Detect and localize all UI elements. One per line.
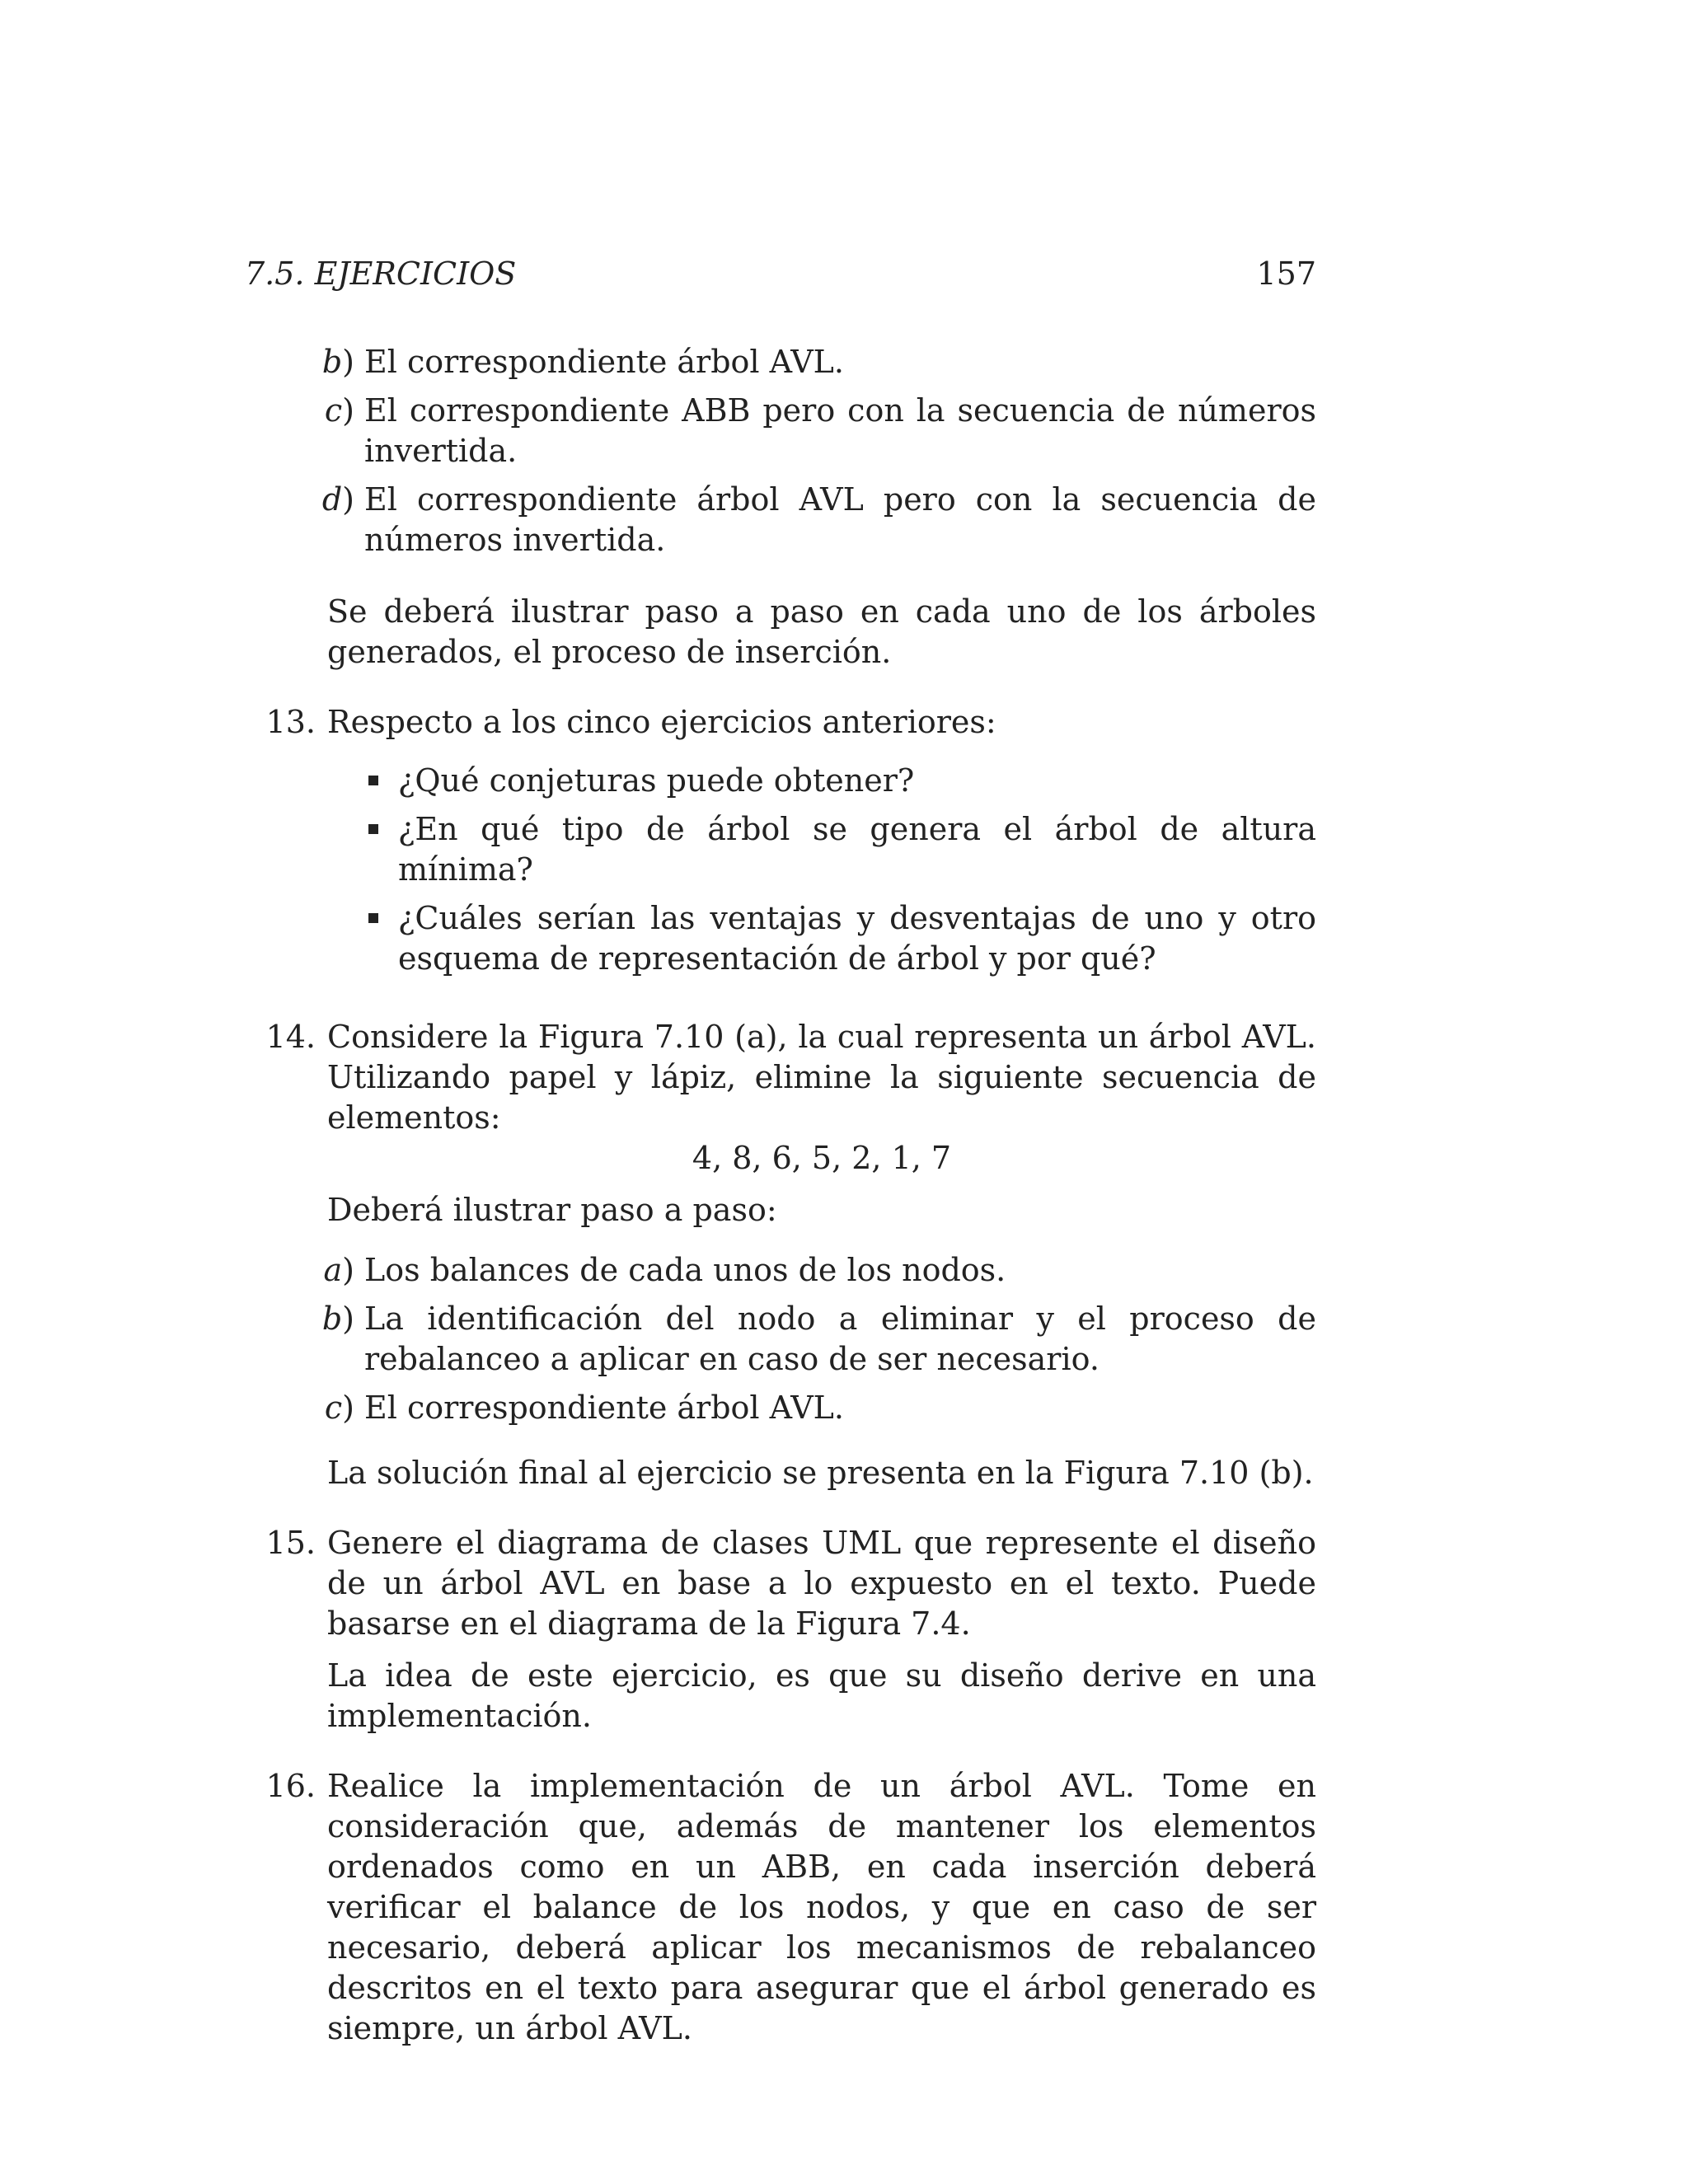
list-item-b: b) La identificación del nodo a eliminar y el proceso de rebalanceo a aplicar en caso de ser necesario. <box>315 1299 1316 1380</box>
page-number: 157 <box>1256 255 1316 292</box>
list-item-c: c) El correspondiente árbol AVL. <box>315 1388 1316 1428</box>
list-item-text: El correspondiente árbol AVL. <box>364 1390 844 1426</box>
instruction-text: Deberá ilustrar paso a paso: <box>327 1192 777 1228</box>
list-item-text: La identificación del nodo a eliminar y el proceso de rebalanceo a aplicar en caso de ser necesario. <box>364 1301 1316 1377</box>
list-item-text: El correspondiente árbol AVL. <box>364 344 844 380</box>
bullet-item <box>360 898 1316 979</box>
bullet-text: ¿Cuáles serían las ventajas y desventajas de uno y otro esquema de representación de árbol y por qué? <box>398 900 1316 977</box>
list-marker: c <box>324 1390 343 1426</box>
exercise-text: Respecto a los cinco ejercicios anteriores: <box>327 704 996 740</box>
square-bullet-icon <box>368 824 378 834</box>
list-item-a: a) Los balances de cada unos de los nodos. <box>315 1250 1316 1291</box>
list-item-text: El correspondiente árbol AVL pero con la secuencia de números invertida. <box>364 481 1316 558</box>
bullet-text: ¿Qué conjeturas puede obtener? <box>398 762 915 799</box>
list-marker: c <box>324 392 343 429</box>
exercise-number: 16. <box>265 1768 316 1804</box>
page-body <box>245 342 1316 2049</box>
list-item-c: c) El correspondiente ABB pero con la secuencia de números invertida. <box>315 391 1316 471</box>
solution-text: La solución final al ejercicio se presenta en la Figura 7.10 (b). <box>327 1455 1314 1491</box>
list-item-text: Los balances de cada unos de los nodos. <box>364 1252 1006 1288</box>
bullet-list <box>360 761 1316 979</box>
exercise-14 <box>245 1017 1316 1493</box>
section-title: 7.5. EJERCICIOS <box>245 255 517 292</box>
exercise-text: Considere la Figura 7.10 (a), la cual representa un árbol AVL. Utilizando papel y lápiz, elimine la siguiente secuencia de elementos: <box>327 1019 1316 1136</box>
bullet-text: ¿En qué tipo de árbol se genera el árbol de altura mínima? <box>398 811 1316 888</box>
paragraph-insertion-note: Se deberá ilustrar paso a paso en cada uno de los árboles generados, el proceso de inserción. <box>327 593 1316 670</box>
exercise-text: Genere el diagrama de clases UML que represente el diseño de un árbol AVL en base a lo expuesto en el texto. Puede basarse en el diagrama de la Figura 7.4. <box>327 1525 1316 1642</box>
exercise-16 <box>245 1766 1316 2049</box>
exercise-text: Realice la implementación de un árbol AVL. Tome en consideración que, además de mantener los elementos ordenados como en un ABB, en cada inserción deberá verificar el balance de los nodos, y que en caso de ser necesario, deberá aplicar los mecanismos de rebalanceo descritos en el texto para asegurar que el árbol generado es siempre, un árbol AVL. <box>327 1768 1316 2046</box>
exercise-15 <box>245 1523 1316 1736</box>
list-item-d: d) El correspondiente árbol AVL pero con la secuencia de números invertida. <box>315 480 1316 560</box>
deletion-sequence: 4, 8, 6, 5, 2, 1, 7 <box>692 1140 952 1176</box>
square-bullet-icon <box>368 913 378 923</box>
list-marker: d <box>321 481 343 518</box>
bullet-item <box>360 809 1316 890</box>
exercise-number: 14. <box>265 1019 316 1055</box>
list-marker: b <box>321 344 343 380</box>
bullet-item <box>360 761 1316 801</box>
list-marker: a <box>323 1252 343 1288</box>
running-header <box>245 255 1316 292</box>
square-bullet-icon <box>368 776 378 785</box>
list-marker: b <box>321 1301 343 1337</box>
exercise-number: 15. <box>265 1525 316 1561</box>
list-item-b: b) El correspondiente árbol AVL. <box>315 342 1316 382</box>
exercise-note: La idea de este ejercicio, es que su diseño derive en una implementación. <box>327 1657 1316 1734</box>
list-item-text: El correspondiente ABB pero con la secuencia de números invertida. <box>364 392 1316 469</box>
exercise-13 <box>245 702 1316 987</box>
exercise-number: 13. <box>265 704 316 740</box>
